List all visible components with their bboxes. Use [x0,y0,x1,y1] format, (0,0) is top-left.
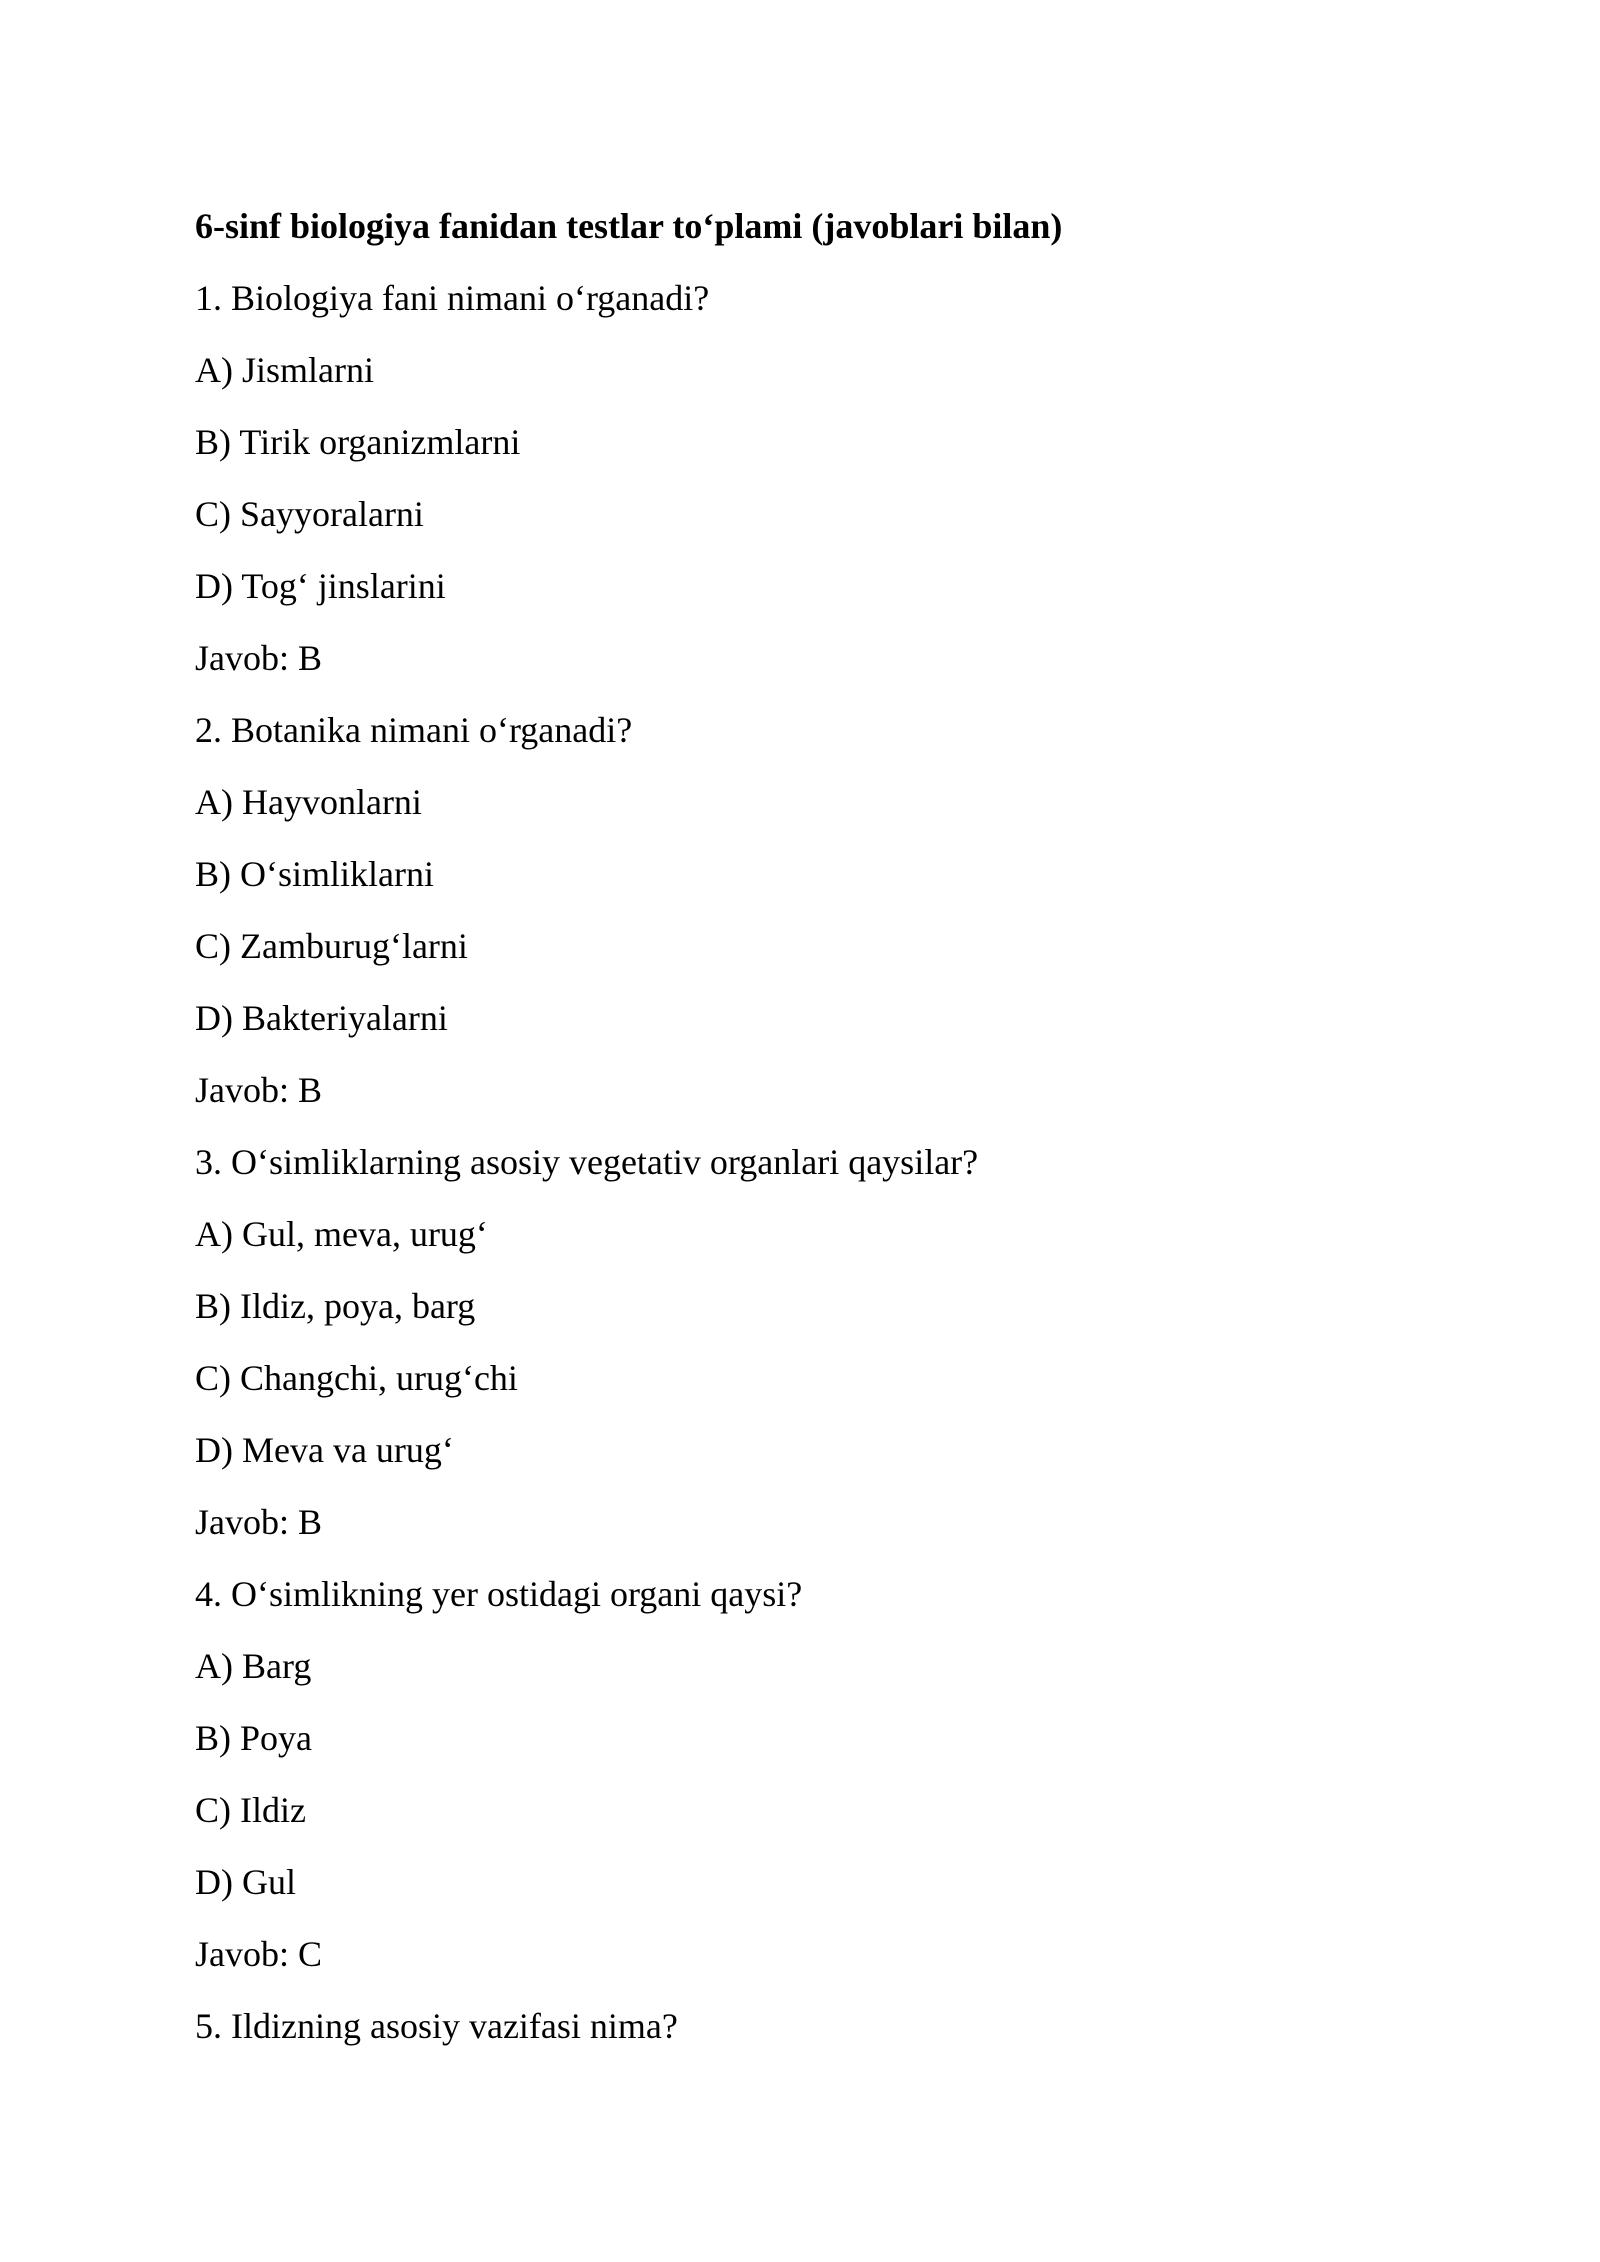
question-block-5 [195,1990,1405,2062]
option-b: B) Tirik organizmlarni [195,422,521,462]
option-b: B) Ildiz, poya, barg [195,1286,476,1326]
question-text: 4. O‘simlikning yer ostidagi organi qaysi? [195,1574,803,1614]
answer-text: Javob: B [195,638,323,678]
question-text: 1. Biologiya fani nimani o‘rganadi? [195,278,710,318]
question-block-4 [195,1558,1405,1990]
question-block-3 [195,1126,1405,1558]
document-title: 6-sinf biologiya fanidan testlar to‘plami (javoblari bilan) [195,206,1063,246]
question-block-2 [195,694,1405,1126]
option-b: B) O‘simliklarni [195,854,434,894]
option-c: C) Sayyoralarni [195,494,424,534]
option-d: D) Meva va urug‘ [195,1430,454,1470]
option-c: C) Changchi, urug‘chi [195,1358,518,1398]
option-d: D) Tog‘ jinslarini [195,566,446,606]
option-d: D) Gul [195,1862,296,1902]
question-text: 2. Botanika nimani o‘rganadi? [195,710,633,750]
option-c: C) Ildiz [195,1790,306,1830]
option-a: A) Jismlarni [195,350,374,390]
option-c: C) Zamburug‘larni [195,926,468,966]
question-text: 5. Ildizning asosiy vazifasi nima? [195,2006,678,2046]
option-a: A) Barg [195,1646,312,1686]
option-b: B) Poya [195,1718,312,1758]
answer-text: Javob: B [195,1502,323,1542]
option-a: A) Hayvonlarni [195,782,422,822]
option-d: D) Bakteriyalarni [195,998,448,1038]
question-block-1 [195,262,1405,694]
option-a: A) Gul, meva, urug‘ [195,1214,488,1254]
answer-text: Javob: B [195,1070,323,1110]
question-text: 3. O‘simliklarning asosiy vegetativ organlari qaysilar? [195,1142,979,1182]
answer-text: Javob: C [195,1934,323,1974]
document-body [195,190,1405,2062]
